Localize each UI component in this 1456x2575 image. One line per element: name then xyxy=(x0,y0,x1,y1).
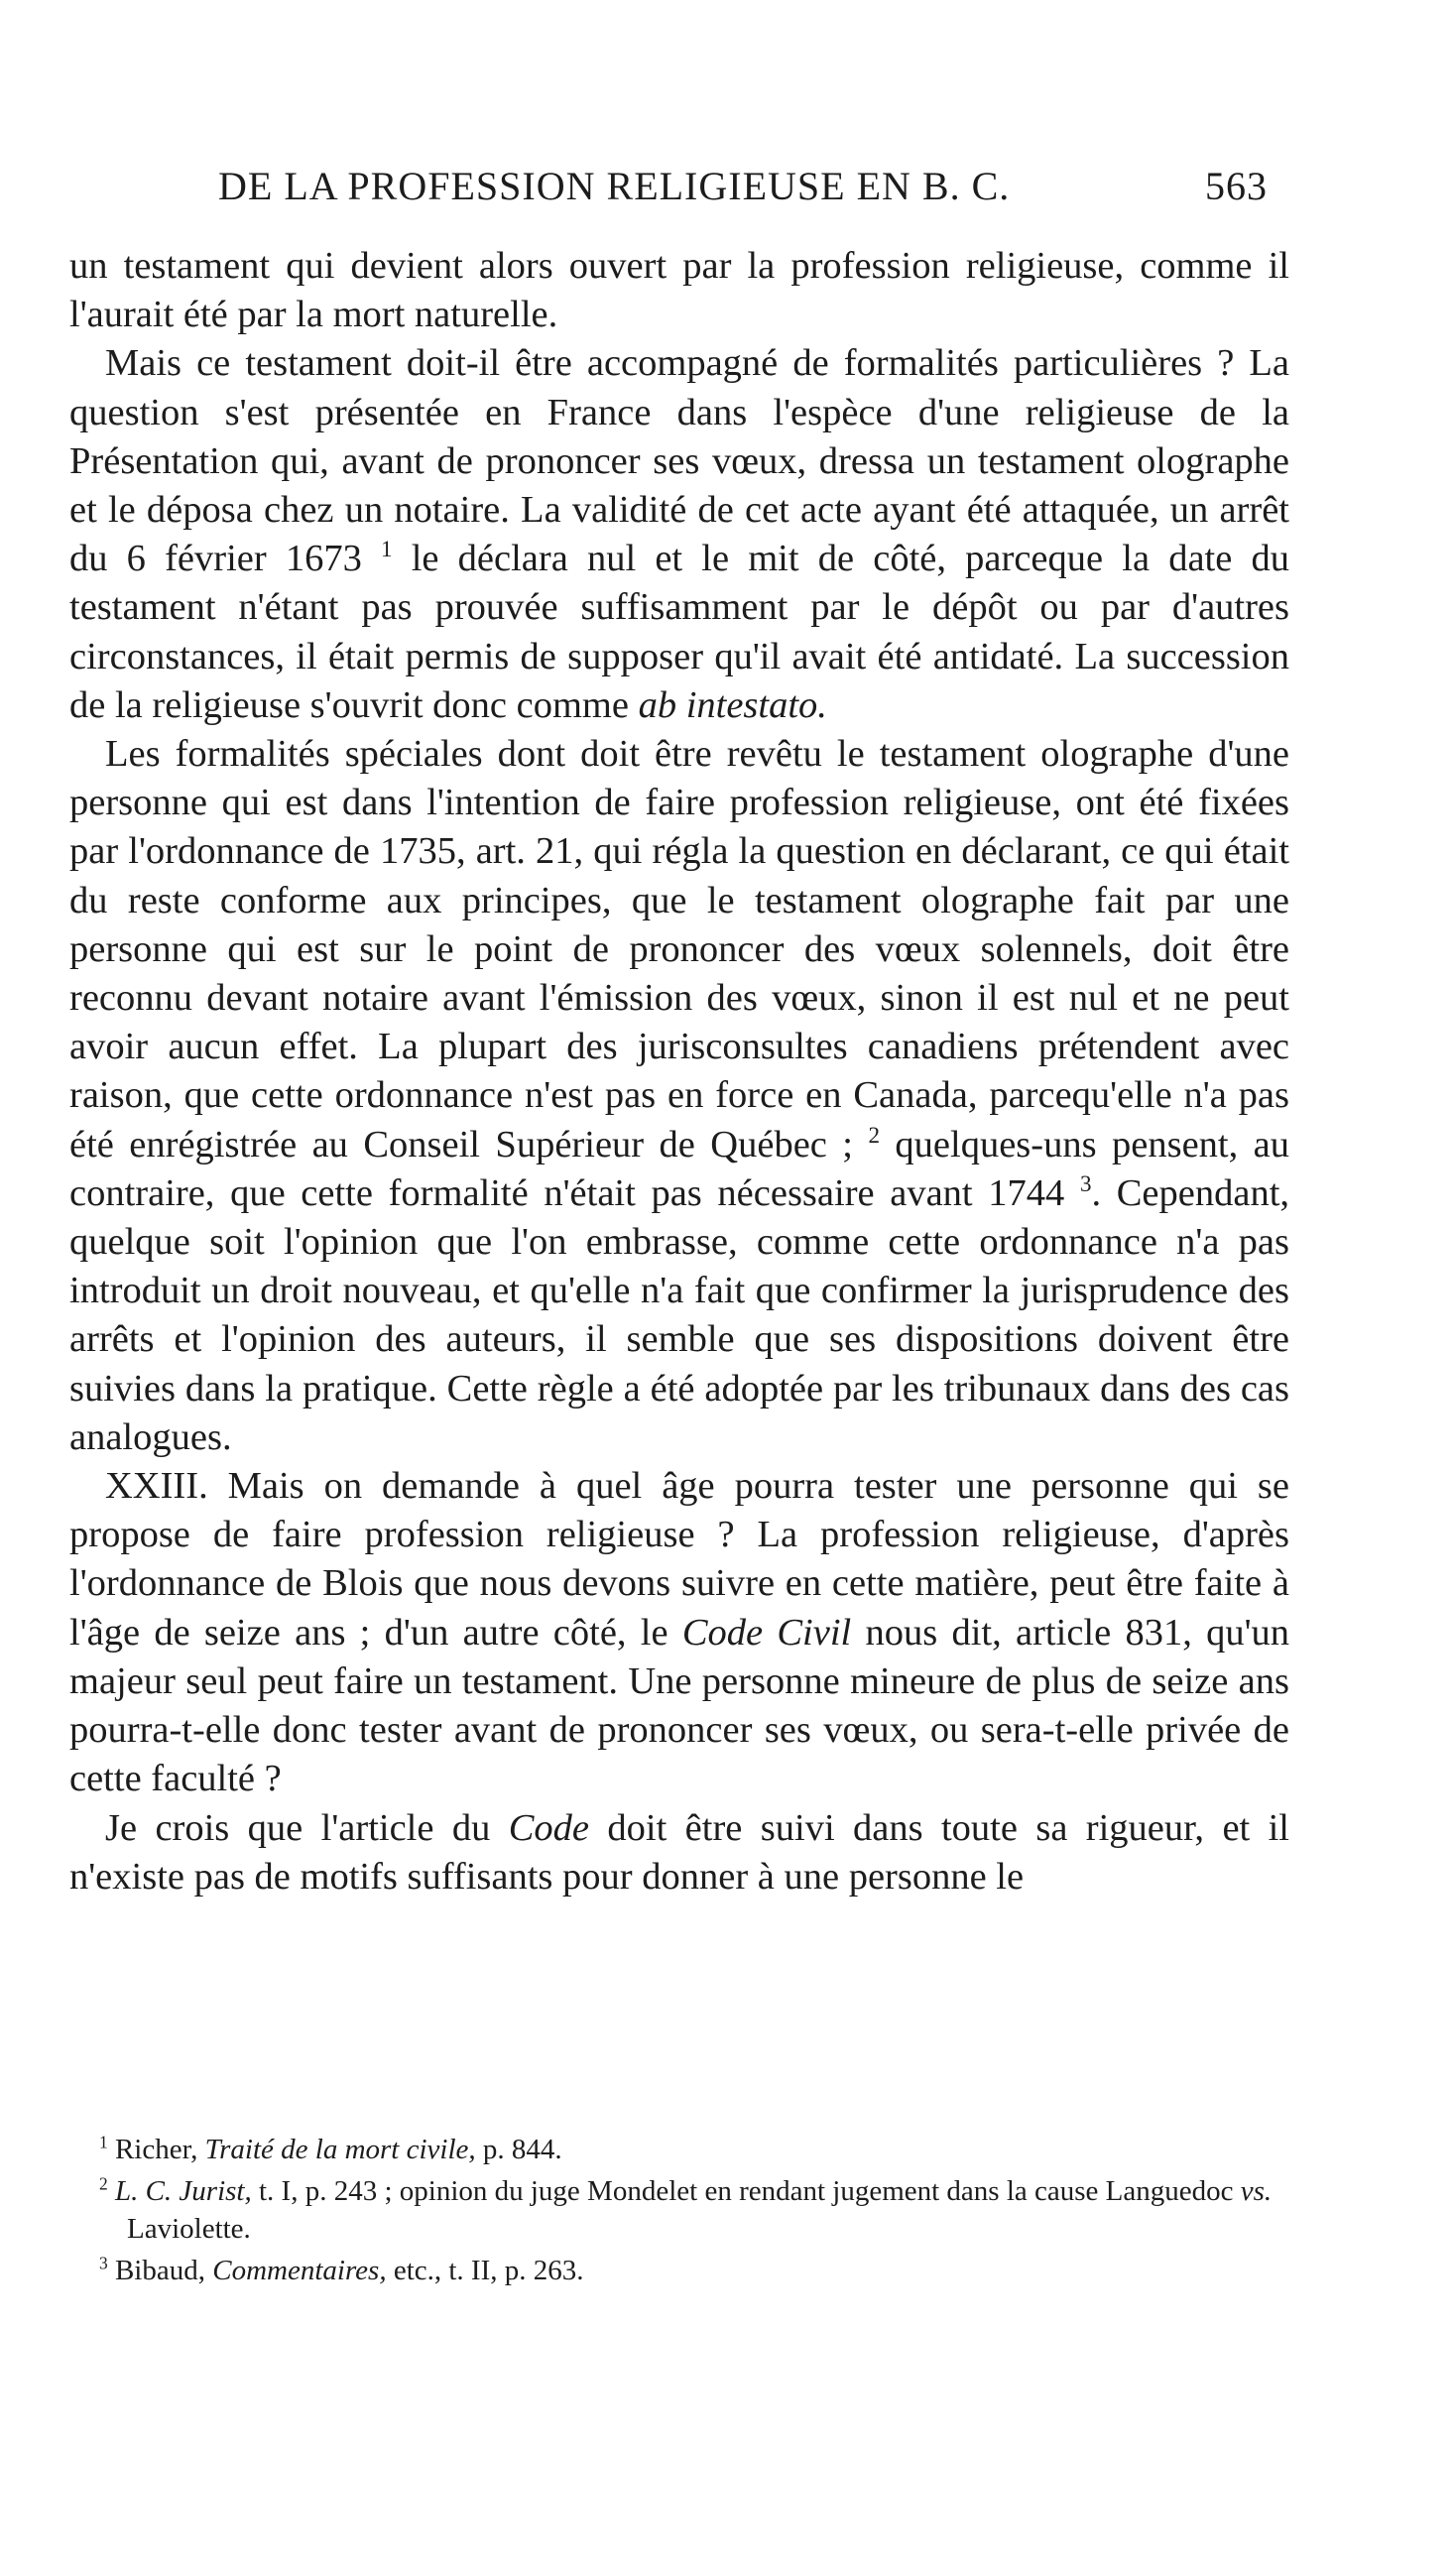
footnote-2: $^2$ L. C. Jurist, t. I, p. 243 ; opinion du juge Mondelet en rendant jugement dans la cause Languedoc vs. Laviolette. xyxy=(99,2173,1273,2245)
footnote-1: $^1$ Richer, Traité de la mort civile, p. 844. xyxy=(99,2132,562,2165)
footnotes xyxy=(99,2131,1289,2293)
paragraph-3: Les formalités spéciales dont doit être revêtu le testament olographe d'une personne qui est dans l'intention de faire profession religieuse, ont été fixées par l'ordonnance de 1735, art. 21, qui régla la question en déclarant, ce qui était du reste conforme aux principes, que le testament olographe fait par une personne qui est sur le point de prononcer des vœux solennels, doit être reconnu devant notaire avant l'émission des vœux, sinon il est nul et ne peut avoir aucun effet. La plupart des jurisconsultes canadiens prétendent avec raison, que cette ordonnance n'est pas en force en Canada, parcequ'elle n'a pas été enrégistrée au Conseil Supérieur de Québec ; $^2$ quelques-uns pensent, au contraire, que cette formalité n'était pas nécessaire avant 1744 $^3$. Cependant, quelque soit l'opinion que l'on embrasse, comme cette ordonnance n'a pas introduit un droit nouveau, et qu'elle n'a fait que confirmer la jurisprudence des arrêts et l'opinion des auteurs, il semble que ses dispositions doivent être suivies dans la pratique. Cette règle a été adoptée par les tribunaux dans des cas analogues. xyxy=(69,733,1290,1458)
paragraph-1: un testament qui devient alors ouvert par la profession religieuse, comme il l'aurait été par la mort naturelle. xyxy=(69,245,1289,336)
paragraph-5: Je crois que l'article du Code doit être suivi dans toute sa rigueur, et il n'existe pas de motifs suffisants pour donner à une personne le xyxy=(69,1806,1290,1898)
footnote-ref-3: 3 xyxy=(1079,1170,1092,1197)
italic-code: Code xyxy=(508,1806,590,1849)
paragraph-2: Mais ce testament doit-il être accompagné de formalités particulières ? La question s'est présentée en France dans l'espèce d'une religieuse de la Présentation qui, avant de prononcer ses vœux, dressa un testament olographe et le déposa chez un notaire. La validité de cet acte ayant été attaquée, un arrêt du 6 février 1673 $^1$ le déclara nul et le mit de côté, parceque la date du testament n'étant pas prouvée suffisamment par le dépôt ou par d'autres circonstances, il était permis de supposer qu'il avait été antidaté. La succession de la religieuse s'ouvrit donc comme ab intestato. xyxy=(69,342,1289,726)
page-number: 563 xyxy=(1205,164,1268,208)
italic-ab-intestato: ab intestato. xyxy=(638,683,827,726)
footnote-3: $^3$ Bibaud, Commentaires, etc., t. II, p. 263. xyxy=(99,2253,584,2286)
paragraph-4-section-xxiii: XXIII. Mais on demande à quel âge pourra tester une personne qui se propose de faire profession religieuse ? La profession religieuse, d'après l'ordonnance de Blois que nous devons suivre en cette matière, peut être faite à l'âge de seize ans ; d'un autre côté, le Code Civil nous dit, article 831, qu'un majeur seul peut faire un testament. Une personne mineure de plus de seize ans pourra-t-elle donc tester avant de prononcer ses vœux, ou sera-t-elle privée de cette faculté ? xyxy=(69,1465,1290,1800)
running-title: DE LA PROFESSION RELIGIEUSE EN B. C. xyxy=(218,164,1011,208)
footnote-ref-2: 2 xyxy=(868,1121,880,1148)
italic-code-civil: Code Civil xyxy=(681,1611,852,1654)
running-header xyxy=(218,163,1268,209)
main-text xyxy=(69,242,1289,1901)
footnote-ref-1: 1 xyxy=(381,536,393,562)
